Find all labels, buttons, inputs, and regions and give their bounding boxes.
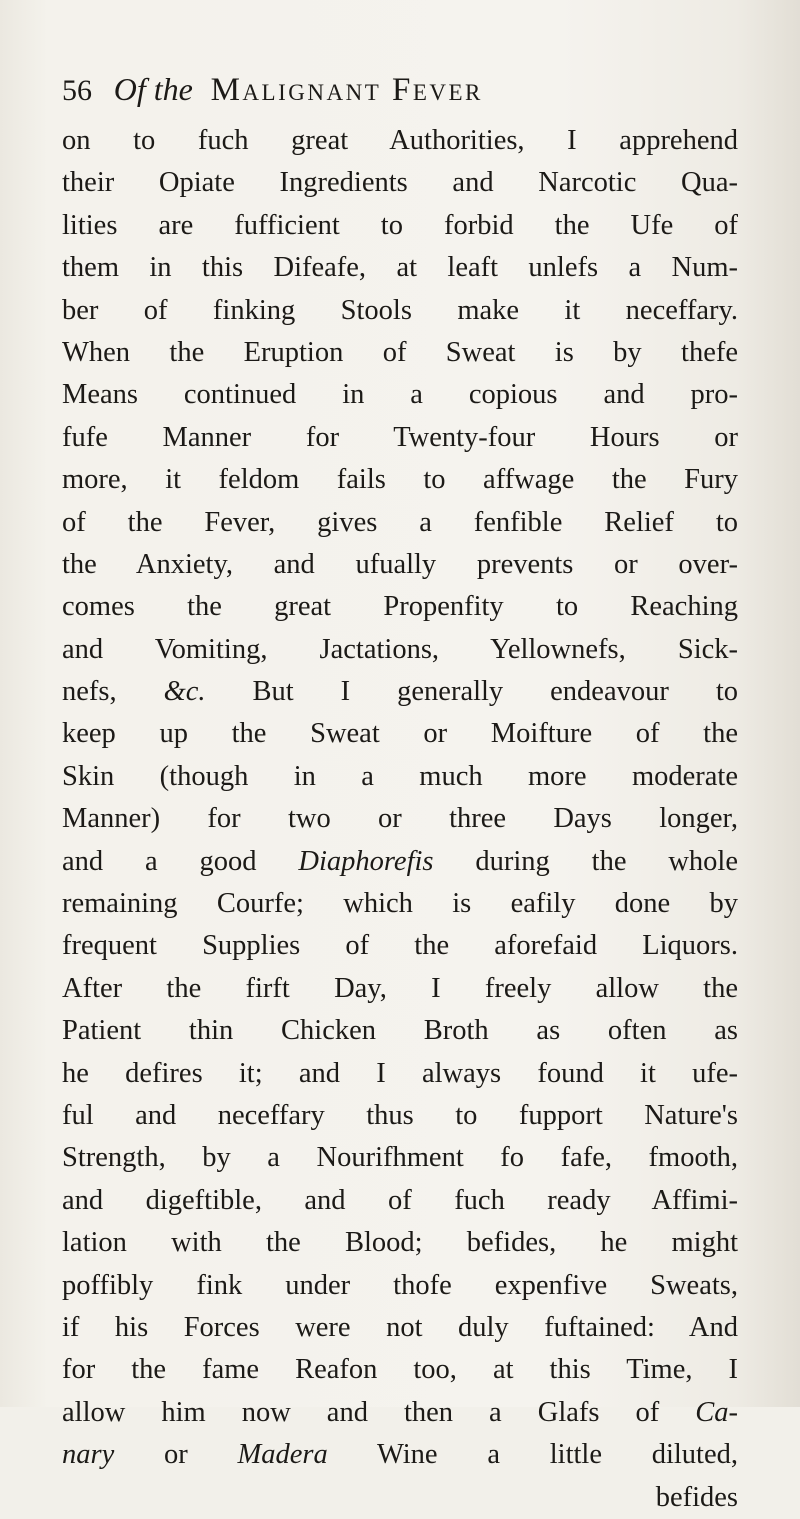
- text-line: ber of finking Stools make it neceffary.: [62, 294, 738, 326]
- text-line: After the firft Day, I freely allow the: [62, 972, 738, 1004]
- text-line: nefs, &c. But I generally endeavour to: [62, 676, 738, 708]
- text-line: nary or Madera Wine a little diluted,: [62, 1439, 738, 1471]
- text-line: more, it feldom fails to affwage the Fury: [62, 464, 738, 496]
- text-line: and Vomiting, Jactations, Yellownefs, Sick-: [62, 633, 738, 665]
- running-header: [62, 66, 742, 112]
- text-line: fufe Manner for Twenty-four Hours or: [62, 421, 738, 453]
- header-of-the: Of the: [113, 71, 193, 107]
- text-line: Patient thin Chicken Broth as often as: [62, 1015, 738, 1047]
- catchword: befides: [655, 1481, 738, 1513]
- text-line: lation with the Blood; befides, he might: [62, 1227, 738, 1259]
- running-title: Malignant Fever: [210, 72, 483, 108]
- italic-canary-start: Ca-: [695, 1396, 738, 1428]
- italic-madera: Madera: [237, 1439, 328, 1471]
- text-line: lities are fufficient to forbid the Ufe of: [62, 209, 738, 241]
- text-line: their Opiate Ingredients and Narcotic Qua-: [62, 167, 738, 199]
- italic-diaphoresis: Diaphorefis: [298, 845, 434, 877]
- text-line: of the Fever, gives a fenfible Relief to: [62, 506, 738, 538]
- page-number: 56: [62, 74, 92, 107]
- text-line: Strength, by a Nourifhment fo fafe, fmooth,: [62, 1142, 738, 1174]
- text-line: and a good Diaphorefis during the whole: [62, 845, 738, 877]
- text-line: When the Eruption of Sweat is by thefe: [62, 336, 738, 368]
- text-line: Manner) for two or three Days longer,: [62, 803, 738, 835]
- text-line: allow him now and then a Glafs of Ca-: [62, 1396, 738, 1428]
- text-line: comes the great Propenfity to Reaching: [62, 591, 738, 623]
- text-line: keep up the Sweat or Moifture of the: [62, 718, 738, 750]
- text-line: he defires it; and I always found it ufe-: [62, 1057, 738, 1089]
- text-line: and digeftible, and of fuch ready Affimi-: [62, 1184, 738, 1216]
- text-line: them in this Difeafe, at leaft unlefs a Num-: [62, 252, 738, 284]
- text-line: frequent Supplies of the aforefaid Liquors.: [62, 930, 738, 962]
- text-line: ful and neceffary thus to fupport Nature's: [62, 1099, 738, 1131]
- body-text: [62, 120, 738, 1519]
- text-line: Means continued in a copious and pro-: [62, 379, 738, 411]
- text-line: on to fuch great Authorities, I apprehend: [62, 125, 738, 156]
- text-line: poffibly fink under thofe expenfive Sweats,: [62, 1269, 738, 1301]
- text-line: for the fame Reafon too, at this Time, I: [62, 1354, 738, 1386]
- text-line: Skin (though in a much more moderate: [62, 760, 738, 792]
- text-line: remaining Courfe; which is eafily done by: [62, 888, 738, 920]
- italic-canary-end: nary: [62, 1439, 115, 1471]
- italic-etc: &c.: [163, 676, 206, 708]
- text-line: the Anxiety, and ufually prevents or over-: [62, 548, 738, 580]
- text-line: if his Forces were not duly fuftained: And: [62, 1311, 738, 1343]
